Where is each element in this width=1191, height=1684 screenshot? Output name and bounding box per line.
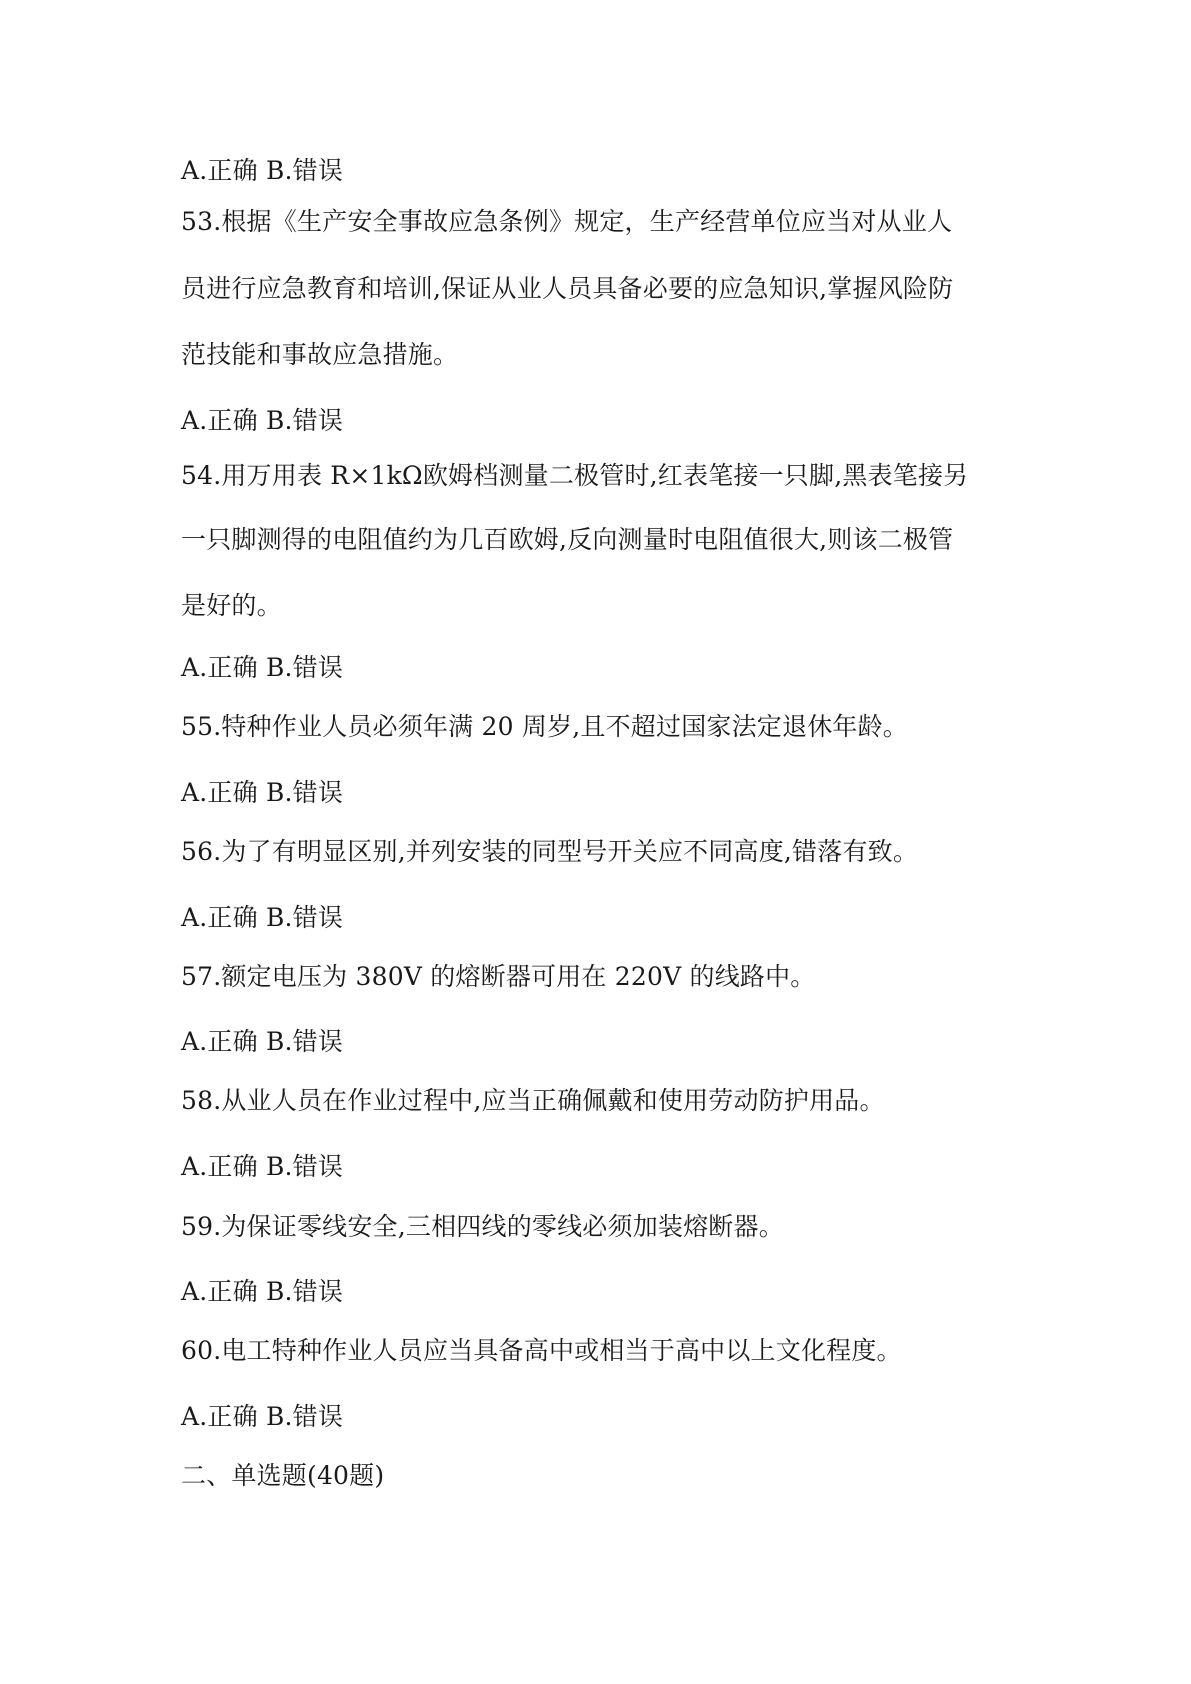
answer-options-q57: A.正确 B.错误: [181, 1027, 344, 1056]
question-54-line-2: 一只脚测得的电阻值约为几百欧姆,反向测量时电阻值很大,则该二极管: [181, 525, 954, 554]
answer-options-q60: A.正确 B.错误: [181, 1402, 344, 1431]
question-60: 60.电工特种作业人员应当具备高中或相当于高中以上文化程度。: [181, 1336, 902, 1365]
question-53-line-2: 员进行应急教育和培训,保证从业人员具备必要的应急知识,掌握风险防: [181, 274, 954, 303]
question-54-line-3: 是好的。: [181, 591, 282, 620]
question-58: 58.从业人员在作业过程中,应当正确佩戴和使用劳动防护用品。: [181, 1086, 885, 1115]
question-53-line-3: 范技能和事故应急措施。: [181, 340, 459, 369]
question-57: 57.额定电压为 380V 的熔断器可用在 220V 的线路中。: [181, 962, 816, 991]
question-53-line-1: 53.根据《生产安全事故应急条例》规定，生产经营单位应当对从业人: [181, 207, 953, 236]
question-56: 56.为了有明显区别,并列安装的同型号开关应不同高度,错落有致。: [181, 837, 919, 866]
section-heading-single-choice: 二、单选题(40题): [181, 1461, 385, 1490]
answer-options-q52: A.正确 B.错误: [181, 156, 344, 185]
question-59: 59.为保证零线安全,三相四线的零线必须加装熔断器。: [181, 1212, 784, 1241]
answer-options-q55: A.正确 B.错误: [181, 778, 344, 807]
question-54-line-1: 54.用万用表 R×1kΩ欧姆档测量二极管时,红表笔接一只脚,黑表笔接另: [181, 461, 969, 490]
answer-options-q53: A.正确 B.错误: [181, 406, 344, 435]
answer-options-q54: A.正确 B.错误: [181, 653, 344, 682]
answer-options-q59: A.正确 B.错误: [181, 1277, 344, 1306]
answer-options-q58: A.正确 B.错误: [181, 1152, 344, 1181]
answer-options-q56: A.正确 B.错误: [181, 903, 344, 932]
question-55: 55.特种作业人员必须年满 20 周岁,且不超过国家法定退休年龄。: [181, 712, 909, 741]
